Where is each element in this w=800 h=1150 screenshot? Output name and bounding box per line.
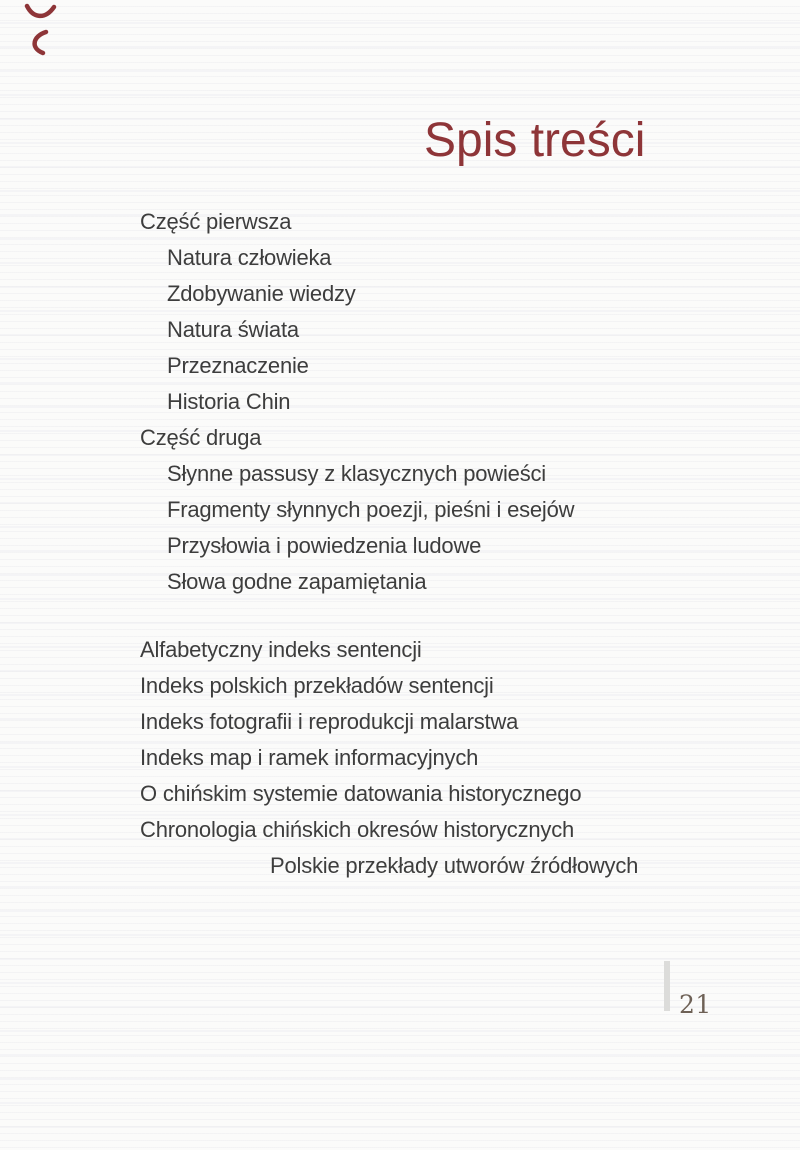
toc-back-matter-entry: Polskie przekłady utworów źródłowych — [270, 853, 639, 878]
toc-back-matter-entry: O chińskim systemie datowania historycznego — [140, 781, 582, 806]
toc-chapter-entry: Zdobywanie wiedzy — [167, 281, 356, 306]
toc-part-heading: Część druga — [140, 425, 262, 450]
folio-bar — [664, 961, 670, 1011]
toc-back-matter-entry: Indeks map i ramek informacyjnych — [140, 745, 479, 770]
toc-parts-list — [140, 204, 574, 600]
toc-chapter-entry: Natura świata — [167, 317, 299, 342]
toc-chapter-entry: Słynne passusy z klasycznych powieści — [167, 461, 546, 486]
folio-page-number: 21 — [679, 990, 712, 1019]
toc-part-heading: Część pierwsza — [140, 209, 292, 234]
red-ink-mark-lower — [35, 32, 46, 53]
toc-back-matter-entry: Indeks polskich przekładów sentencji — [140, 673, 494, 698]
toc-chapter-entry: Natura człowieka — [167, 245, 332, 270]
toc-back-matter-entry: Chronologia chińskich okresów historycznych — [140, 817, 575, 842]
red-ink-mark-upper — [27, 6, 54, 16]
toc-chapter-entry: Historia Chin — [167, 389, 291, 414]
toc-back-matter-list — [140, 632, 638, 884]
toc-chapter-entry: Słowa godne zapamiętania — [167, 569, 427, 594]
toc-chapter-entry: Przysłowia i powiedzenia ludowe — [167, 533, 482, 558]
toc-chapter-entry: Fragmenty słynnych poezji, pieśni i esejów — [167, 497, 575, 522]
page-title: Spis treści — [424, 114, 646, 167]
red-ink-marks — [24, 0, 64, 60]
toc-chapter-entry: Przeznaczenie — [167, 353, 309, 378]
toc-back-matter-entry: Indeks fotografii i reprodukcji malarstwa — [140, 709, 519, 734]
toc-back-matter-entry: Alfabetyczny indeks sentencji — [140, 637, 422, 662]
